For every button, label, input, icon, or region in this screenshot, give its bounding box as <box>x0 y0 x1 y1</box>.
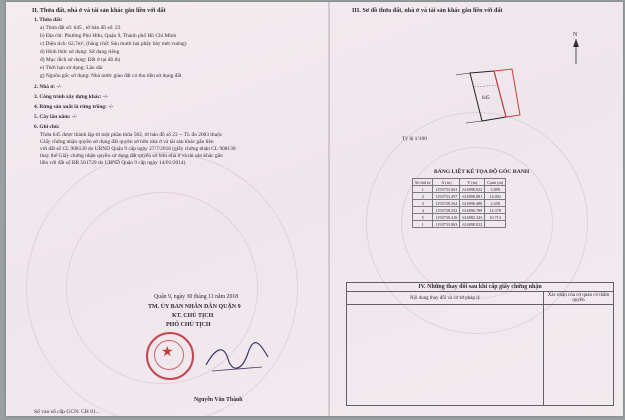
notes-line: thay thế Giấy chứng nhận quyền sử dụng đất quyền sở hữu nhà ở và tài sản khác gắn <box>40 153 223 159</box>
changes-title-row <box>347 283 614 292</box>
other-construction-item: 3. Công trình xây dựng khác: -/- <box>34 94 109 100</box>
table-cell: 1193733.497 <box>433 193 460 200</box>
table-row <box>413 193 506 200</box>
usage-purpose: đ) Mục đích sử dụng: Đất ở tại đô thị <box>40 57 121 63</box>
table-cell: 14.378 <box>485 207 506 214</box>
table-cell: 1193728.352 <box>433 207 460 214</box>
table-row <box>413 200 506 207</box>
signing-capacity: KT. CHỦ TỊCH <box>172 313 214 319</box>
notes-line: liền với đất số BR 561729 do UBND Quận 9 cấp ngày 14/01/2014) <box>40 160 186 166</box>
table-cell: 4 <box>413 207 433 214</box>
parcel-number-label: 645 <box>482 96 490 101</box>
land-plot-heading: 1. Thửa đất: <box>34 17 63 23</box>
seal-star-icon: ★ <box>161 345 174 360</box>
table-cell: 614898.022 <box>460 186 485 193</box>
table-row <box>413 186 506 193</box>
signing-authority: TM. ỦY BAN NHÂN DÂN QUẬN 9 <box>148 304 241 310</box>
table-cell: 10.713 <box>485 214 506 221</box>
issue-date: Quận 9, ngày 30 tháng 11 năm 2018 <box>154 294 239 300</box>
coordinate-table <box>412 178 506 228</box>
changes-table <box>346 282 614 406</box>
official-seal <box>146 332 194 380</box>
signer-name: Nguyễn Văn Thành <box>194 397 243 403</box>
table-cell: 614898.022 <box>460 221 485 228</box>
table-cell: 614896.480 <box>460 200 485 207</box>
section-iii-title: III. Sơ đồ thửa đất, nhà ở và tài sản khác gắn liền với đất <box>352 7 503 14</box>
table-cell: 2 <box>413 193 433 200</box>
page-fold <box>328 2 330 416</box>
section-ii-title: II. Thửa đất, nhà ở và tài sản khác gắn liền với đất <box>32 7 166 14</box>
table-cell: 614898.881 <box>460 193 485 200</box>
notes-line: Giấy chứng nhận quyền sử dụng đất quyền sở hữu nhà ở và tài sản khác gắn liền <box>40 139 214 145</box>
notes-line: Thửa 645 được thành lập từ một phần thửa 582, tờ bản đồ số 23 -- TL đo 2003 thuộc <box>40 132 223 138</box>
plot-area: c) Diện tích: 62,7m², (bằng chữ: Sáu mươi hai phẩy bảy mét vuông) <box>40 41 187 47</box>
usage-origin: g) Nguồn gốc sử dụng: Nhà nước giao đất có thu tiền sử dụng đất <box>40 73 182 79</box>
table-cell <box>485 221 506 228</box>
usage-form: d) Hình thức sử dụng: Sử dụng riêng <box>40 49 120 55</box>
table-cell: 1193733.063 <box>433 221 460 228</box>
planted-forest-item: 4. Rừng sản xuất là rừng trồng: -/- <box>34 104 114 110</box>
table-cell: 614896.789 <box>460 207 485 214</box>
table-cell: 1193728.264 <box>433 200 460 207</box>
notes-heading: 6. Ghi chú: <box>34 124 60 130</box>
svg-text:N: N <box>573 32 578 38</box>
register-number: Số vào sổ cấp GCN: CH 01... <box>34 409 101 415</box>
coordinate-table-title: BẢNG LIỆT KÊ TỌA ĐỘ GÓC RANH <box>434 169 530 175</box>
changes-empty-row <box>347 305 614 406</box>
header-cell: X (m) <box>433 179 460 186</box>
table-cell: 1 <box>413 186 433 193</box>
table-cell: 14.002 <box>485 193 506 200</box>
map-scale: Tỷ lệ 1/100 <box>402 136 427 142</box>
changes-confirmation-cell <box>544 305 614 406</box>
changes-content-header: Nội dung thay đổi và cơ sở pháp lý <box>347 292 544 305</box>
table-cell: 3.899 <box>485 186 506 193</box>
parcel-diagram <box>436 57 546 137</box>
table-cell: 5 <box>413 214 433 221</box>
table-cell: 3 <box>413 200 433 207</box>
notes-line: với đất số CL 908130 do UBND Quận 9 cấp ngày 27/7/2018 (giấy chứng nhận CL 908130 <box>40 146 236 152</box>
plot-address: b) Địa chỉ: Phường Phú Hữu, Quận 9, Thành phố Hồ Chí Minh <box>40 33 177 39</box>
table-cell: 1193733.063 <box>433 186 460 193</box>
plot-number: a) Thửa đất số: 645 , tờ bản đồ số: 23 <box>40 25 121 31</box>
house-item: 2. Nhà ở: -/- <box>34 84 62 90</box>
changes-confirmation-header: Xác nhận của cơ quan có thẩm quyền <box>544 292 614 305</box>
header-cell: Y (m) <box>460 179 485 186</box>
north-arrow-icon <box>570 30 582 66</box>
signer-role: PHÓ CHỦ TỊCH <box>166 322 211 328</box>
table-cell: 1 <box>413 221 433 228</box>
header-cell: Cạnh (m) <box>485 179 506 186</box>
table-cell: 1193730.416 <box>433 214 460 221</box>
table-row <box>413 221 506 228</box>
changes-header-row <box>347 292 614 305</box>
table-cell: 614882.343 <box>460 214 485 221</box>
section-iv-title: IV. Những thay đổi sau khi cấp giấy chứng nhận <box>347 283 614 292</box>
table-row <box>413 207 506 214</box>
handwritten-signature <box>202 337 272 377</box>
certificate-page <box>6 2 623 416</box>
header-cell: Số thứ tự <box>413 179 433 186</box>
usage-term: e) Thời hạn sử dụng: Lâu dài <box>40 65 103 71</box>
table-cell: 2.458 <box>485 200 506 207</box>
perennial-tree-item: 5. Cây lâu năm: -/- <box>34 114 77 120</box>
table-row <box>413 214 506 221</box>
changes-content-cell <box>347 305 544 406</box>
coordinate-table-header <box>413 179 506 186</box>
